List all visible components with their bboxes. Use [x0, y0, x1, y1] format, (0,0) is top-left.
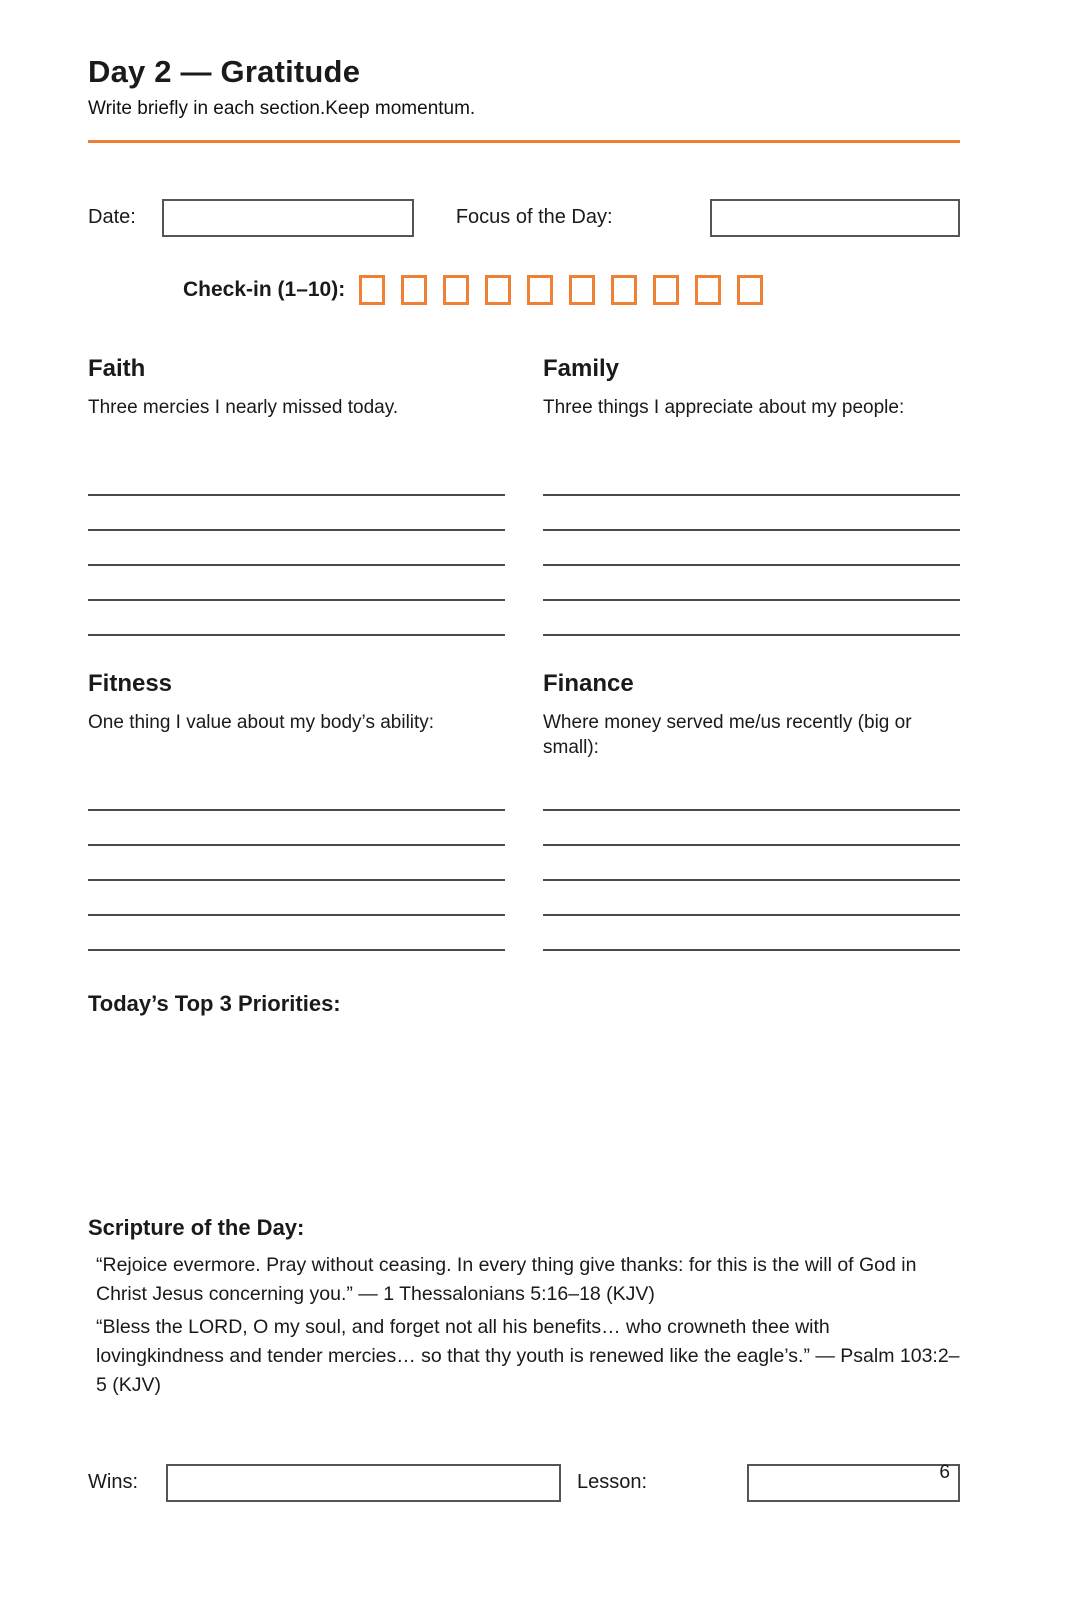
write-line[interactable] [88, 601, 505, 636]
checkin-box[interactable] [401, 275, 427, 305]
checkin-box[interactable] [653, 275, 679, 305]
checkin-row [88, 275, 960, 305]
write-line[interactable] [543, 811, 960, 846]
page-title: Day 2 — Gratitude [88, 54, 361, 89]
section-heading: Faith [88, 354, 146, 382]
date-label: Date: [88, 206, 136, 229]
scripture-quote: “Bless the LORD, O my soul, and forget not all his benefits… who crowneth thee with lovingkindness and tender mercies… so that thy youth is renewed like the eagle’s.” — Psalm 103:2–5 (KJV) [96, 1315, 960, 1396]
section-heading: Finance [543, 669, 634, 697]
section-prompt: Three things I appreciate about my people: [543, 396, 905, 418]
checkin-box[interactable] [611, 275, 637, 305]
write-line[interactable] [543, 776, 960, 811]
wins-lesson-row [88, 1464, 960, 1502]
write-line[interactable] [543, 601, 960, 636]
write-line[interactable] [88, 531, 505, 566]
section-lines [88, 776, 505, 951]
write-line[interactable] [88, 461, 505, 496]
focus-label: Focus of the Day: [455, 206, 613, 229]
sections-grid [88, 355, 960, 951]
checkin-boxes [359, 275, 763, 305]
checkin-box[interactable] [443, 275, 469, 305]
lesson-field[interactable] [747, 1464, 960, 1502]
wins-field[interactable] [166, 1464, 561, 1502]
page-number: 6 [939, 1462, 950, 1483]
write-line[interactable] [543, 531, 960, 566]
section-heading: Family [543, 354, 620, 382]
write-line[interactable] [543, 916, 960, 951]
wins-label: Wins: [88, 1471, 138, 1494]
write-line[interactable] [88, 846, 505, 881]
write-line[interactable] [88, 776, 505, 811]
write-line[interactable] [543, 566, 960, 601]
checkin-label: Check-in (1–10): [183, 277, 346, 301]
write-line[interactable] [543, 496, 960, 531]
checkin-box[interactable] [359, 275, 385, 305]
write-line[interactable] [88, 566, 505, 601]
checkin-box[interactable] [737, 275, 763, 305]
checkin-box[interactable] [569, 275, 595, 305]
write-line[interactable] [88, 916, 505, 951]
date-focus-row [88, 199, 960, 237]
checkin-box[interactable] [695, 275, 721, 305]
section-lines [88, 461, 505, 636]
section-lines [543, 461, 960, 636]
write-line[interactable] [88, 881, 505, 916]
section-prompt: Where money served me/us recently (big or small): [543, 711, 912, 758]
section-family [543, 355, 960, 636]
section-prompt: Three mercies I nearly missed today. [88, 396, 399, 418]
write-line[interactable] [88, 496, 505, 531]
section-fitness [88, 670, 505, 951]
section-faith [88, 355, 505, 636]
section-prompt: One thing I value about my body’s ability: [88, 711, 435, 733]
lesson-label: Lesson: [577, 1471, 648, 1494]
focus-field[interactable] [710, 199, 960, 237]
scripture-heading: Scripture of the Day: [88, 1214, 305, 1240]
checkin-box[interactable] [527, 275, 553, 305]
write-line[interactable] [543, 881, 960, 916]
section-heading: Fitness [88, 669, 173, 697]
write-line[interactable] [543, 846, 960, 881]
scripture-section [88, 1215, 960, 1400]
write-line[interactable] [543, 461, 960, 496]
accent-divider [88, 140, 960, 143]
section-finance [543, 670, 960, 951]
page-subtitle: Write briefly in each section.Keep momentum. [88, 97, 476, 119]
priorities-heading: Today’s Top 3 Priorities: [88, 990, 341, 1016]
write-line[interactable] [88, 811, 505, 846]
scripture-body [88, 1251, 960, 1400]
section-lines [543, 776, 960, 951]
checkin-box[interactable] [485, 275, 511, 305]
scripture-quote: “Rejoice evermore. Pray without ceasing. In every thing give thanks: for this is the will of God in Christ Jesus concerning you.” — 1 Thessalonians 5:16–18 (KJV) [96, 1253, 917, 1305]
date-field[interactable] [162, 199, 414, 237]
